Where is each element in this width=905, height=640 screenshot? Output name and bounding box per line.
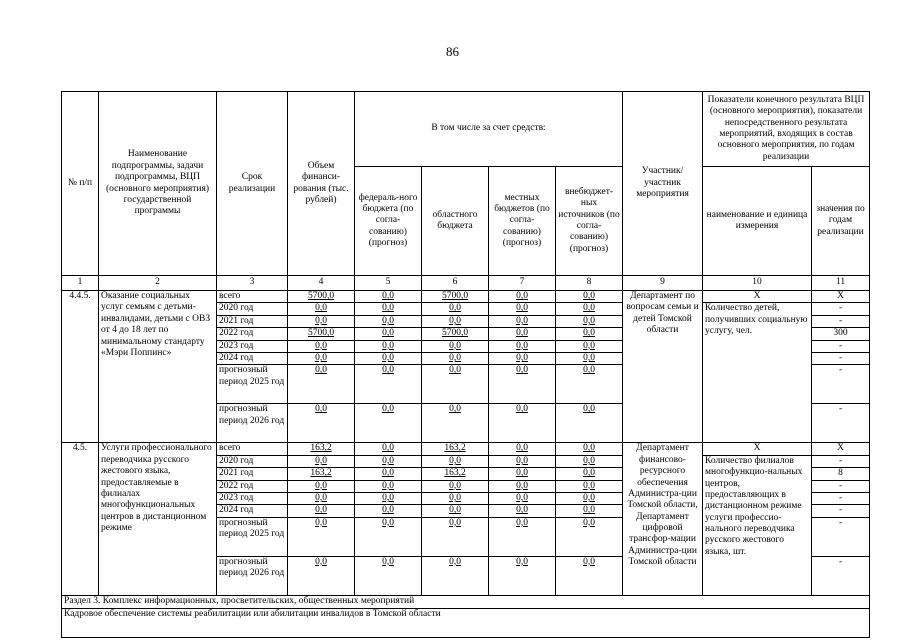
period-cell: всего: [217, 291, 288, 303]
amount-cell: [556, 505, 623, 517]
amount-cell: [288, 315, 355, 327]
col-number: 9: [623, 276, 703, 291]
amount-value: 0,0: [449, 303, 461, 314]
amount-value: 0,0: [315, 556, 327, 567]
amount-value: 0,0: [449, 315, 461, 326]
period-cell: прогнозный период 2026 год: [217, 404, 288, 443]
amount-cell: [355, 556, 422, 595]
indicator-value-cell: X: [812, 443, 870, 455]
amount-value: 0,0: [449, 455, 461, 466]
amount-cell: [489, 352, 556, 364]
indicator-value-cell: -: [812, 455, 870, 467]
amount-value: 0,0: [382, 291, 394, 301]
amount-cell: [489, 443, 556, 455]
amount-cell: [422, 517, 489, 556]
amount-value: 0,0: [583, 352, 595, 363]
period-cell: прогнозный период 2025 год: [217, 517, 288, 556]
amount-cell: [556, 480, 623, 492]
amount-cell: [355, 340, 422, 352]
amount-value: 0,0: [583, 492, 595, 503]
col-number: 2: [99, 276, 217, 291]
amount-value: 0,0: [449, 517, 461, 528]
amount-cell: [355, 480, 422, 492]
amount-cell: [489, 303, 556, 315]
program-table-wrapper: [61, 91, 869, 638]
amount-value: 0,0: [449, 505, 461, 516]
amount-cell: [556, 492, 623, 504]
indicator-value-cell: -: [812, 404, 870, 443]
amount-cell: [288, 468, 355, 480]
amount-cell: [288, 505, 355, 517]
amount-cell: [288, 492, 355, 504]
header-local: местных бюджетов (по согла-сованию) (прогноз): [489, 167, 556, 276]
amount-cell: [355, 303, 422, 315]
period-cell: 2023 год: [217, 492, 288, 504]
amount-value: 0,0: [516, 505, 528, 516]
amount-cell: [489, 492, 556, 504]
header-participant: Участник/ участник мероприятия: [623, 92, 703, 276]
amount-cell: [489, 291, 556, 303]
amount-value: 0,0: [382, 556, 394, 567]
amount-cell: [355, 517, 422, 556]
amount-value: 0,0: [516, 352, 528, 363]
header-regional: областного бюджета: [422, 167, 489, 276]
amount-cell: [288, 303, 355, 315]
amount-value: 0,0: [516, 315, 528, 326]
amount-value: 0,0: [449, 404, 461, 415]
amount-cell: [422, 455, 489, 467]
amount-cell: [288, 480, 355, 492]
amount-value: 0,0: [315, 492, 327, 503]
amount-cell: [556, 404, 623, 443]
indicator-value-cell: -: [812, 365, 870, 404]
amount-cell: [489, 328, 556, 340]
indicator-value-cell: -: [812, 556, 870, 595]
amount-value: 0,0: [583, 365, 595, 376]
amount-value: 0,0: [382, 328, 394, 339]
amount-value: 163,2: [310, 443, 332, 454]
amount-cell: [355, 328, 422, 340]
amount-value: 0,0: [583, 404, 595, 415]
program-table: [61, 91, 870, 638]
table-row: [62, 443, 870, 455]
amount-cell: [489, 468, 556, 480]
section-title: Раздел 3. Комплекс информационных, просветительских, общественных мероприятий: [62, 595, 870, 608]
indicator-name-cell: Количество филиалов многофункцио-нальных центров, предоставляющих в дистанционном режиме услуги профессио-нального переводчика русского жестового языка, шт.: [703, 455, 812, 595]
table-row: [62, 291, 870, 303]
amount-value: 0,0: [583, 315, 595, 326]
header-including: В том числе за счет средств:: [355, 92, 623, 167]
amount-value: 0,0: [382, 404, 394, 415]
amount-cell: [422, 468, 489, 480]
amount-value: 163,2: [444, 443, 466, 454]
amount-value: 0,0: [382, 303, 394, 314]
indicator-value-cell: X: [812, 291, 870, 303]
amount-value: 0,0: [315, 340, 327, 351]
item-name: Оказание социальных услуг семьям с детьми-инвалидами, детьми с ОВЗ от 4 до 18 лет по минимальному стандарту «Мэри Поппинс»: [99, 291, 217, 443]
amount-value: 0,0: [382, 340, 394, 351]
header-federal: федераль-ного бюджета (по согла-сованию) (прогноз): [355, 167, 422, 276]
amount-cell: [489, 556, 556, 595]
amount-cell: [556, 443, 623, 455]
col-number: 10: [703, 276, 812, 291]
indicator-value-cell: 300: [812, 328, 870, 340]
amount-value: 0,0: [382, 468, 394, 479]
amount-value: 0,0: [583, 291, 595, 301]
amount-value: 0,0: [315, 404, 327, 415]
amount-cell: [422, 556, 489, 595]
amount-cell: [355, 468, 422, 480]
indicator-value-cell: -: [812, 492, 870, 504]
amount-cell: [556, 340, 623, 352]
amount-value: 0,0: [315, 455, 327, 466]
amount-cell: [288, 517, 355, 556]
header-volume: Объем финанси-рования (тыс. рублей): [288, 92, 355, 276]
amount-value: 0,0: [583, 480, 595, 491]
col-number: 3: [217, 276, 288, 291]
period-cell: 2024 год: [217, 505, 288, 517]
indicator-value-cell: -: [812, 480, 870, 492]
amount-cell: [288, 556, 355, 595]
amount-cell: [556, 365, 623, 404]
amount-cell: [355, 315, 422, 327]
amount-cell: [422, 505, 489, 517]
amount-value: 0,0: [315, 315, 327, 326]
item-number: 4.5.: [62, 443, 99, 595]
amount-cell: [288, 352, 355, 364]
period-cell: 2022 год: [217, 328, 288, 340]
table-body: [62, 276, 870, 596]
page-number: 86: [446, 44, 459, 59]
amount-value: 0,0: [516, 443, 528, 454]
section-row: [62, 595, 870, 608]
amount-value: 0,0: [382, 315, 394, 326]
col-number: 11: [812, 276, 870, 291]
indicator-value-cell: -: [812, 315, 870, 327]
participant-cell: Департамент финансово-ресурсного обеспечения Администра-ции Томской области, Департамент цифровой трансфор-мации Администра-ции Томской области: [623, 443, 703, 595]
amount-value: 0,0: [382, 480, 394, 491]
header-num: № п/п: [62, 92, 99, 276]
amount-value: 163,2: [310, 468, 332, 479]
period-cell: 2022 год: [217, 480, 288, 492]
amount-cell: [422, 340, 489, 352]
amount-value: 5700,0: [441, 291, 469, 301]
amount-cell: [355, 455, 422, 467]
amount-cell: [556, 303, 623, 315]
amount-cell: [422, 328, 489, 340]
amount-value: 5700,0: [307, 328, 335, 339]
period-cell: прогнозный период 2025 год: [217, 365, 288, 404]
amount-cell: [288, 340, 355, 352]
col-number: 5: [355, 276, 422, 291]
amount-value: 0,0: [516, 455, 528, 466]
amount-value: 0,0: [382, 492, 394, 503]
amount-value: 0,0: [516, 404, 528, 415]
amount-value: 0,0: [382, 365, 394, 376]
amount-cell: [288, 443, 355, 455]
amount-value: 0,0: [516, 468, 528, 479]
amount-cell: [556, 556, 623, 595]
col-number: 6: [422, 276, 489, 291]
col-number: 1: [62, 276, 99, 291]
amount-value: 0,0: [315, 303, 327, 314]
amount-value: 0,0: [583, 443, 595, 454]
amount-cell: [556, 468, 623, 480]
amount-cell: [355, 404, 422, 443]
amount-cell: [422, 291, 489, 303]
amount-cell: [422, 303, 489, 315]
amount-value: 0,0: [449, 352, 461, 363]
amount-value: 163,2: [444, 468, 466, 479]
amount-value: 0,0: [516, 340, 528, 351]
indicator-value-cell: -: [812, 303, 870, 315]
amount-cell: [422, 365, 489, 404]
participant-cell: Департамент по вопросам семьи и детей Томской области: [623, 291, 703, 443]
amount-cell: [288, 365, 355, 404]
amount-value: 0,0: [516, 291, 528, 301]
col-number: 4: [288, 276, 355, 291]
amount-cell: [288, 404, 355, 443]
subsection-title: Кадровое обеспечение системы реабилитации или абилитации инвалидов в Томской области: [62, 608, 870, 637]
amount-value: 0,0: [583, 328, 595, 339]
amount-cell: [489, 365, 556, 404]
column-numbers-row: [62, 276, 870, 291]
period-cell: 2024 год: [217, 352, 288, 364]
amount-cell: [288, 328, 355, 340]
amount-cell: [489, 480, 556, 492]
amount-cell: [489, 455, 556, 467]
indicator-value-cell: -: [812, 340, 870, 352]
amount-value: 0,0: [583, 468, 595, 479]
amount-value: 0,0: [382, 517, 394, 528]
amount-value: 0,0: [315, 365, 327, 376]
indicator-mark-cell: X: [703, 291, 812, 303]
amount-cell: [422, 492, 489, 504]
period-cell: 2021 год: [217, 468, 288, 480]
amount-cell: [355, 505, 422, 517]
amount-value: 0,0: [583, 517, 595, 528]
amount-cell: [489, 517, 556, 556]
amount-value: 0,0: [516, 480, 528, 491]
amount-value: 0,0: [516, 517, 528, 528]
amount-value: 0,0: [382, 455, 394, 466]
amount-value: 5700,0: [441, 328, 469, 339]
amount-value: 0,0: [382, 443, 394, 454]
amount-cell: [556, 315, 623, 327]
amount-value: 5700,0: [307, 291, 335, 301]
amount-cell: [556, 352, 623, 364]
amount-cell: [489, 315, 556, 327]
amount-cell: [422, 315, 489, 327]
header-ind-values: значения по годам реализации: [812, 167, 870, 276]
period-cell: 2020 год: [217, 303, 288, 315]
header-period: Срок реализации: [217, 92, 288, 276]
amount-value: 0,0: [449, 340, 461, 351]
amount-value: 0,0: [583, 505, 595, 516]
item-number: 4.4.5.: [62, 291, 99, 443]
amount-value: 0,0: [516, 328, 528, 339]
amount-value: 0,0: [583, 455, 595, 466]
amount-cell: [355, 443, 422, 455]
amount-value: 0,0: [516, 365, 528, 376]
amount-value: 0,0: [315, 517, 327, 528]
amount-value: 0,0: [315, 352, 327, 363]
amount-value: 0,0: [583, 556, 595, 567]
amount-cell: [355, 352, 422, 364]
section-footer: [62, 595, 870, 637]
amount-value: 0,0: [449, 556, 461, 567]
amount-cell: [556, 455, 623, 467]
amount-value: 0,0: [449, 365, 461, 376]
period-cell: 2020 год: [217, 455, 288, 467]
col-number: 8: [556, 276, 623, 291]
amount-cell: [288, 291, 355, 303]
subsection-row: [62, 608, 870, 637]
amount-cell: [556, 517, 623, 556]
amount-cell: [355, 365, 422, 404]
amount-value: 0,0: [516, 303, 528, 314]
header-indicators: Показатели конечного результата ВЦП (основного мероприятия), показатели непосредственного результата мероприятий, входящих в состав основного мероприятия, по годам реализации: [703, 92, 870, 167]
amount-value: 0,0: [516, 556, 528, 567]
amount-value: 0,0: [382, 352, 394, 363]
amount-value: 0,0: [516, 492, 528, 503]
amount-value: 0,0: [583, 303, 595, 314]
amount-cell: [489, 505, 556, 517]
indicator-mark-cell: X: [703, 443, 812, 455]
period-cell: 2023 год: [217, 340, 288, 352]
amount-value: 0,0: [382, 505, 394, 516]
amount-cell: [288, 455, 355, 467]
indicator-value-cell: 8: [812, 468, 870, 480]
amount-cell: [422, 480, 489, 492]
amount-cell: [422, 404, 489, 443]
indicator-name-cell: Количество детей, получивших социальную услугу, чел.: [703, 303, 812, 443]
indicator-value-cell: -: [812, 505, 870, 517]
header-ind-name: наименование и единица измерения: [703, 167, 812, 276]
period-cell: всего: [217, 443, 288, 455]
indicator-value-cell: -: [812, 352, 870, 364]
item-name: Услуги профессионального переводчика русского жестового языка, предоставляемые в филиалах многофункциональных центров в дистанционном режиме: [99, 443, 217, 595]
amount-cell: [355, 291, 422, 303]
amount-value: 0,0: [315, 480, 327, 491]
indicator-value-cell: -: [812, 517, 870, 556]
amount-cell: [489, 404, 556, 443]
amount-value: 0,0: [583, 340, 595, 351]
amount-cell: [422, 443, 489, 455]
header-name: Наименование подпрограммы, задачи подпрограммы, ВЦП (основного мероприятия) государственной программы: [99, 92, 217, 276]
amount-cell: [556, 328, 623, 340]
amount-value: 0,0: [449, 492, 461, 503]
amount-cell: [422, 352, 489, 364]
amount-value: 0,0: [449, 480, 461, 491]
col-number: 7: [489, 276, 556, 291]
period-cell: 2021 год: [217, 315, 288, 327]
amount-cell: [355, 492, 422, 504]
amount-cell: [556, 291, 623, 303]
period-cell: прогнозный период 2026 год: [217, 556, 288, 595]
header-extra: внебюджет-ных источников (по согла-сованию) (прогноз): [556, 167, 623, 276]
amount-cell: [489, 340, 556, 352]
amount-value: 0,0: [315, 505, 327, 516]
